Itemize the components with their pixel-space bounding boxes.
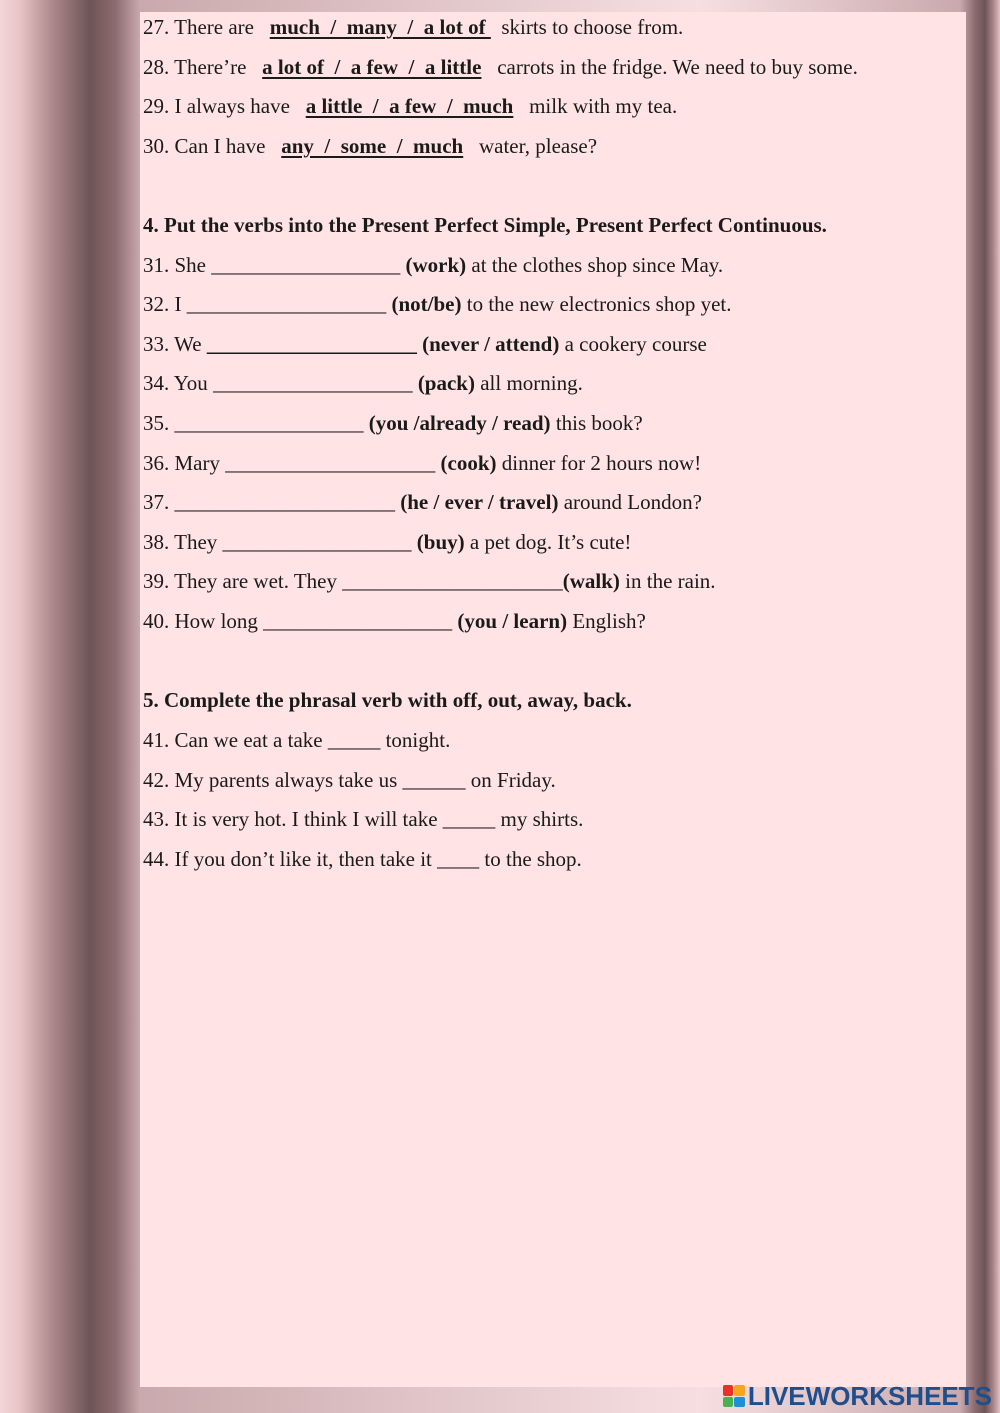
question-39 xyxy=(143,568,716,594)
question-text: dinner for 2 hours now! xyxy=(501,451,702,475)
question-text: There are xyxy=(174,15,254,39)
question-text: milk with my tea. xyxy=(529,94,678,118)
question-text: English? xyxy=(572,609,646,633)
question-text: at the clothes shop since May. xyxy=(471,253,724,277)
verb-hint: (walk) xyxy=(562,569,620,593)
question-text: a pet dog. It’s cute! xyxy=(469,530,632,554)
question-text: They xyxy=(174,530,218,554)
question-33 xyxy=(143,331,707,357)
answer-blank[interactable]: __________________ xyxy=(222,530,412,554)
question-text: We xyxy=(174,332,202,356)
question-44 xyxy=(143,846,582,872)
answer-blank[interactable]: _____________________ xyxy=(174,490,395,514)
question-text: skirts to choose from. xyxy=(501,15,684,39)
question-text: How long xyxy=(174,609,258,633)
verb-hint: (you /already / read) xyxy=(368,411,551,435)
verb-hint: (cook) xyxy=(440,451,497,475)
question-number: 27. xyxy=(143,15,170,39)
question-number: 38. xyxy=(143,530,170,554)
question-text: this book? xyxy=(555,411,643,435)
question-text: I always have xyxy=(174,94,290,118)
question-29 xyxy=(143,93,677,119)
section-5-heading: 5. Complete the phrasal verb with off, out, away, back. xyxy=(143,688,632,712)
verb-hint: (work) xyxy=(405,253,467,277)
question-37 xyxy=(143,489,702,515)
answer-options[interactable]: a little / a few / much xyxy=(305,94,514,118)
section-4-heading: 4. Put the verbs into the Present Perfect Simple, Present Perfect Continuous. xyxy=(143,213,827,237)
question-text: to the new electronics shop yet. xyxy=(466,292,732,316)
question-number: 41. xyxy=(143,728,170,752)
question-text-with-blank[interactable]: It is very hot. I think I will take _____ my shirts. xyxy=(174,807,584,831)
answer-blank[interactable]: __________________ xyxy=(174,411,364,435)
question-27 xyxy=(143,14,683,40)
question-text: I xyxy=(174,292,182,316)
answer-blank[interactable]: _____________________ xyxy=(342,569,563,593)
question-34 xyxy=(143,370,583,396)
question-number: 31. xyxy=(143,253,170,277)
question-number: 32. xyxy=(143,292,170,316)
verb-hint: (never / attend) xyxy=(422,332,560,356)
question-32 xyxy=(143,291,732,317)
question-number: 33. xyxy=(143,332,170,356)
question-text: They are wet. They xyxy=(174,569,337,593)
answer-blank[interactable]: __________________ xyxy=(211,253,401,277)
question-30 xyxy=(143,133,597,159)
liveworksheets-logo xyxy=(723,1383,992,1409)
question-text: all morning. xyxy=(480,371,583,395)
answer-blank[interactable]: ____________________ xyxy=(225,451,436,475)
worksheet-page xyxy=(140,12,966,1387)
logo-icon xyxy=(723,1385,745,1407)
question-41 xyxy=(143,727,450,753)
question-36 xyxy=(143,450,701,476)
question-number: 39. xyxy=(143,569,170,593)
question-number: 44. xyxy=(143,847,170,871)
question-number: 30. xyxy=(143,134,170,158)
answer-blank[interactable]: ___________________ xyxy=(213,371,413,395)
question-text: water, please? xyxy=(478,134,598,158)
question-42 xyxy=(143,767,556,793)
question-text: You xyxy=(173,371,208,395)
question-text-with-blank[interactable]: Can we eat a take _____ tonight. xyxy=(174,728,451,752)
question-43 xyxy=(143,806,583,832)
question-text: carrots in the fridge. We need to buy some. xyxy=(497,55,858,79)
question-35 xyxy=(143,410,643,436)
question-number: 35. xyxy=(143,411,170,435)
question-text-with-blank[interactable]: If you don’t like it, then take it ____ to the shop. xyxy=(174,847,582,871)
answer-blank[interactable]: __________________ xyxy=(263,609,453,633)
verb-hint: (not/be) xyxy=(391,292,462,316)
verb-hint: (he / ever / travel) xyxy=(400,490,559,514)
question-text: Can I have xyxy=(174,134,266,158)
question-text: There’re xyxy=(174,55,247,79)
answer-options[interactable]: much / many / a lot of xyxy=(269,15,491,39)
question-number: 42. xyxy=(143,768,170,792)
question-31 xyxy=(143,252,723,278)
question-text: a cookery course xyxy=(564,332,707,356)
question-number: 37. xyxy=(143,490,170,514)
question-text: around London? xyxy=(563,490,702,514)
answer-blank[interactable]: ___________________ xyxy=(186,292,387,316)
answer-options[interactable]: a lot of / a few / a little xyxy=(262,55,482,79)
verb-hint: (pack) xyxy=(417,371,475,395)
question-number: 43. xyxy=(143,807,170,831)
question-28 xyxy=(143,54,858,80)
question-text: in the rain. xyxy=(625,569,716,593)
answer-blank[interactable]: ____________________ xyxy=(206,332,417,356)
question-number: 40. xyxy=(143,609,170,633)
question-number: 28. xyxy=(143,55,170,79)
question-text: Mary xyxy=(174,451,220,475)
question-number: 29. xyxy=(143,94,170,118)
question-number: 34. xyxy=(143,371,170,395)
question-text-with-blank[interactable]: My parents always take us ______ on Friday. xyxy=(174,768,556,792)
verb-hint: (buy) xyxy=(416,530,465,554)
question-40 xyxy=(143,608,646,634)
logo-text: LIVEWORKSHEETS xyxy=(747,1381,992,1411)
verb-hint: (you / learn) xyxy=(457,609,568,633)
question-text: She xyxy=(174,253,206,277)
answer-options[interactable]: any / some / much xyxy=(281,134,464,158)
question-38 xyxy=(143,529,631,555)
question-number: 36. xyxy=(143,451,170,475)
